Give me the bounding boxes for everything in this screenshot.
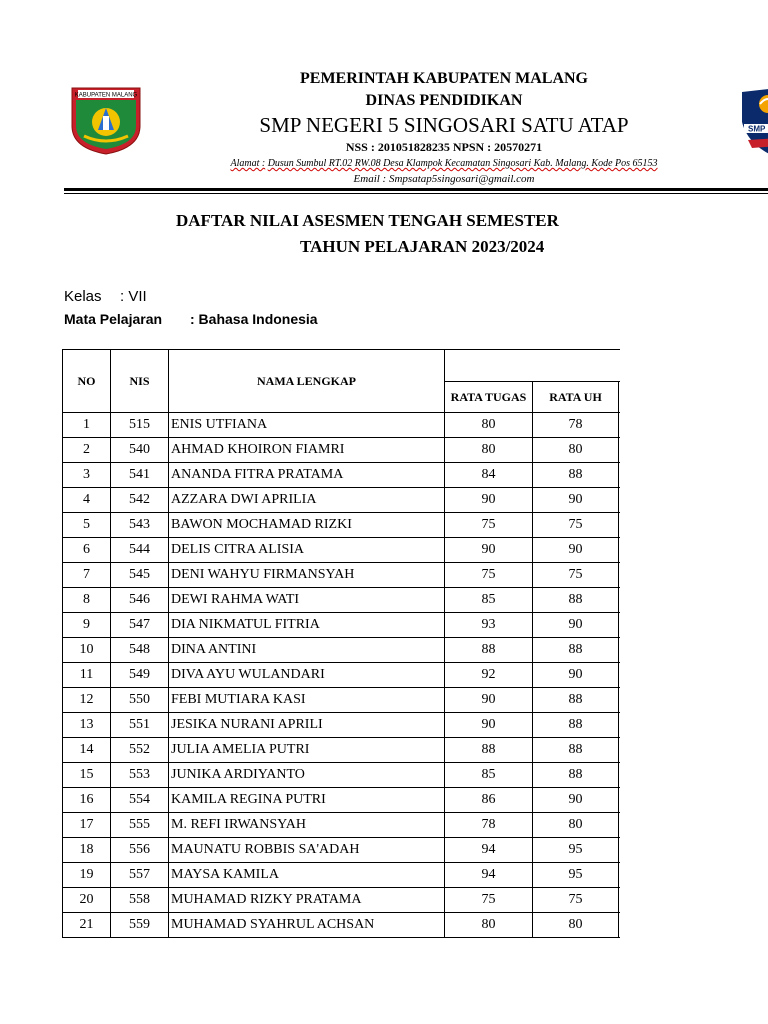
- row-nis: 515: [111, 413, 169, 438]
- row-nis: 548: [111, 638, 169, 663]
- row-next-cell: [619, 888, 621, 913]
- row-no: 3: [63, 463, 111, 488]
- row-rata-uh: 88: [533, 588, 619, 613]
- row-nis: 553: [111, 763, 169, 788]
- row-nama: DENI WAHYU FIRMANSYAH: [169, 563, 445, 588]
- row-rata-uh: 75: [533, 513, 619, 538]
- row-no: 5: [63, 513, 111, 538]
- kabupaten-malang-logo: [70, 86, 142, 156]
- row-nis: 544: [111, 538, 169, 563]
- table-row: [63, 788, 621, 813]
- row-next-cell: [619, 438, 621, 463]
- table-row: [63, 913, 621, 938]
- table-row: [63, 838, 621, 863]
- row-rata-uh: 75: [533, 563, 619, 588]
- row-nama: MAUNATU ROBBIS SA'ADAH: [169, 838, 445, 863]
- row-next-cell: [619, 638, 621, 663]
- row-rata-uh: 88: [533, 763, 619, 788]
- row-nama: DIVA AYU WULANDARI: [169, 663, 445, 688]
- row-nis: 540: [111, 438, 169, 463]
- row-no: 15: [63, 763, 111, 788]
- table-row: [63, 463, 621, 488]
- row-rata-tugas: 75: [445, 513, 533, 538]
- row-nama: JULIA AMELIA PUTRI: [169, 738, 445, 763]
- table-row: [63, 763, 621, 788]
- row-rata-uh: 95: [533, 863, 619, 888]
- logo-left-text: KABUPATEN MALANG: [74, 92, 138, 99]
- row-next-cell: [619, 688, 621, 713]
- table-row: [63, 638, 621, 663]
- table-row: [63, 663, 621, 688]
- subject-value: : Bahasa Indonesia: [190, 311, 318, 327]
- table-row: [63, 563, 621, 588]
- row-next-cell: [619, 513, 621, 538]
- row-nis: 546: [111, 588, 169, 613]
- row-nama: MUHAMAD RIZKY PRATAMA: [169, 888, 445, 913]
- header-rata-uh: RATA UH: [533, 382, 619, 413]
- row-rata-uh: 80: [533, 438, 619, 463]
- row-next-cell: [619, 488, 621, 513]
- address-body: Dusun Sumbul RT.02 RW.08 Desa Klampok Kecamatan Singosari Kab. Malang. Kode Pos 65153: [267, 158, 658, 169]
- row-no: 21: [63, 913, 111, 938]
- row-nama: AHMAD KHOIRON FIAMRI: [169, 438, 445, 463]
- row-next-cell: [619, 613, 621, 638]
- row-rata-uh: 95: [533, 838, 619, 863]
- header-divider-thick: [64, 188, 768, 191]
- row-no: 13: [63, 713, 111, 738]
- row-nis: 547: [111, 613, 169, 638]
- government-name: PEMERINTAH KABUPATEN MALANG: [300, 70, 588, 87]
- row-next-cell: [619, 588, 621, 613]
- row-nama: DINA ANTINI: [169, 638, 445, 663]
- subject-label: Mata Pelajaran: [64, 311, 163, 327]
- row-no: 7: [63, 563, 111, 588]
- row-nis: 556: [111, 838, 169, 863]
- row-no: 18: [63, 838, 111, 863]
- row-nis: 558: [111, 888, 169, 913]
- header-nis: NIS: [111, 350, 169, 413]
- header-no: NO: [63, 350, 111, 413]
- table-row: [63, 813, 621, 838]
- row-rata-tugas: 94: [445, 863, 533, 888]
- row-rata-tugas: 94: [445, 838, 533, 863]
- row-nis: 559: [111, 913, 169, 938]
- row-rata-uh: 90: [533, 613, 619, 638]
- row-no: 12: [63, 688, 111, 713]
- row-no: 2: [63, 438, 111, 463]
- row-nis: 543: [111, 513, 169, 538]
- row-rata-tugas: 75: [445, 888, 533, 913]
- row-rata-uh: 80: [533, 913, 619, 938]
- row-next-cell: [619, 838, 621, 863]
- row-rata-tugas: 92: [445, 663, 533, 688]
- row-rata-tugas: 90: [445, 488, 533, 513]
- table-row: [63, 513, 621, 538]
- row-next-cell: [619, 663, 621, 688]
- school-name: SMP NEGERI 5 SINGOSARI SATU ATAP: [259, 113, 629, 137]
- row-no: 10: [63, 638, 111, 663]
- row-rata-uh: 78: [533, 413, 619, 438]
- header-group: [445, 350, 621, 382]
- row-no: 11: [63, 663, 111, 688]
- row-nama: DEWI RAHMA WATI: [169, 588, 445, 613]
- row-rata-tugas: 90: [445, 538, 533, 563]
- row-rata-tugas: 88: [445, 738, 533, 763]
- subject-info: [64, 311, 318, 327]
- row-nama: DELIS CITRA ALISIA: [169, 538, 445, 563]
- row-rata-tugas: 80: [445, 413, 533, 438]
- row-rata-tugas: 86: [445, 788, 533, 813]
- row-rata-uh: 90: [533, 663, 619, 688]
- row-nama: AZZARA DWI APRILIA: [169, 488, 445, 513]
- address-label: Alamat :: [230, 158, 266, 169]
- row-nama: KAMILA REGINA PUTRI: [169, 788, 445, 813]
- row-rata-tugas: 90: [445, 688, 533, 713]
- grades-table-body: [63, 413, 621, 938]
- row-next-cell: [619, 713, 621, 738]
- row-nama: ANANDA FITRA PRATAMA: [169, 463, 445, 488]
- table-row: [63, 738, 621, 763]
- row-no: 19: [63, 863, 111, 888]
- row-rata-tugas: 80: [445, 913, 533, 938]
- row-nama: JESIKA NURANI APRILI: [169, 713, 445, 738]
- row-rata-uh: 90: [533, 488, 619, 513]
- academic-year: TAHUN PELAJARAN 2023/2024: [300, 237, 545, 256]
- row-next-cell: [619, 463, 621, 488]
- row-nama: JUNIKA ARDIYANTO: [169, 763, 445, 788]
- table-row: [63, 538, 621, 563]
- row-nis: 557: [111, 863, 169, 888]
- header-nama: NAMA LENGKAP: [169, 350, 445, 413]
- row-nama: M. REFI IRWANSYAH: [169, 813, 445, 838]
- row-no: 1: [63, 413, 111, 438]
- grades-table-viewport: [62, 349, 620, 943]
- row-rata-uh: 75: [533, 888, 619, 913]
- row-rata-tugas: 75: [445, 563, 533, 588]
- row-next-cell: [619, 538, 621, 563]
- class-info: [64, 288, 147, 305]
- grades-table: [62, 349, 620, 938]
- row-rata-uh: 88: [533, 713, 619, 738]
- row-nama: MUHAMAD SYAHRUL ACHSAN: [169, 913, 445, 938]
- row-nis: 555: [111, 813, 169, 838]
- table-row: [63, 613, 621, 638]
- class-value: : VII: [120, 288, 147, 305]
- row-nama: BAWON MOCHAMAD RIZKI: [169, 513, 445, 538]
- row-nama: DIA NIKMATUL FITRIA: [169, 613, 445, 638]
- school-address: [160, 158, 728, 169]
- row-rata-uh: 88: [533, 638, 619, 663]
- row-rata-tugas: 80: [445, 438, 533, 463]
- row-no: 16: [63, 788, 111, 813]
- row-nis: 554: [111, 788, 169, 813]
- row-next-cell: [619, 563, 621, 588]
- row-next-cell: [619, 913, 621, 938]
- row-nis: 550: [111, 688, 169, 713]
- row-nis: 542: [111, 488, 169, 513]
- header-next: [619, 382, 621, 413]
- row-rata-uh: 88: [533, 688, 619, 713]
- row-next-cell: [619, 738, 621, 763]
- row-no: 9: [63, 613, 111, 638]
- row-rata-uh: 90: [533, 538, 619, 563]
- table-row: [63, 488, 621, 513]
- row-rata-tugas: 90: [445, 713, 533, 738]
- row-rata-uh: 90: [533, 788, 619, 813]
- table-row: [63, 713, 621, 738]
- row-no: 14: [63, 738, 111, 763]
- row-next-cell: [619, 763, 621, 788]
- row-no: 8: [63, 588, 111, 613]
- logo-right-text: SMP: [748, 124, 766, 134]
- table-row: [63, 413, 621, 438]
- row-rata-uh: 88: [533, 463, 619, 488]
- row-rata-uh: 88: [533, 738, 619, 763]
- row-rata-tugas: 84: [445, 463, 533, 488]
- school-email: Email : Smpsatap5singosari@gmail.com: [353, 173, 535, 185]
- row-no: 17: [63, 813, 111, 838]
- row-nis: 545: [111, 563, 169, 588]
- table-row: [63, 688, 621, 713]
- department-name: DINAS PENDIDIKAN: [365, 92, 523, 109]
- row-next-cell: [619, 863, 621, 888]
- row-rata-tugas: 78: [445, 813, 533, 838]
- row-nama: FEBI MUTIARA KASI: [169, 688, 445, 713]
- table-row: [63, 588, 621, 613]
- table-row: [63, 888, 621, 913]
- school-logo: [738, 88, 768, 158]
- row-next-cell: [619, 788, 621, 813]
- header-divider-thin: [64, 193, 768, 194]
- row-nis: 549: [111, 663, 169, 688]
- row-rata-tugas: 85: [445, 588, 533, 613]
- row-rata-uh: 80: [533, 813, 619, 838]
- row-no: 20: [63, 888, 111, 913]
- document-title: DAFTAR NILAI ASESMEN TENGAH SEMESTER: [176, 211, 559, 230]
- row-rata-tugas: 88: [445, 638, 533, 663]
- row-nis: 541: [111, 463, 169, 488]
- row-rata-tugas: 93: [445, 613, 533, 638]
- table-row: [63, 438, 621, 463]
- table-row: [63, 863, 621, 888]
- row-nis: 551: [111, 713, 169, 738]
- row-nis: 552: [111, 738, 169, 763]
- row-no: 4: [63, 488, 111, 513]
- row-nama: ENIS UTFIANA: [169, 413, 445, 438]
- row-no: 6: [63, 538, 111, 563]
- row-nama: MAYSA KAMILA: [169, 863, 445, 888]
- row-rata-tugas: 85: [445, 763, 533, 788]
- nss-npsn: NSS : 201051828235 NPSN : 20570271: [345, 140, 543, 154]
- class-label: Kelas: [64, 288, 102, 305]
- row-next-cell: [619, 813, 621, 838]
- row-next-cell: [619, 413, 621, 438]
- header-rata-tugas: RATA TUGAS: [445, 382, 533, 413]
